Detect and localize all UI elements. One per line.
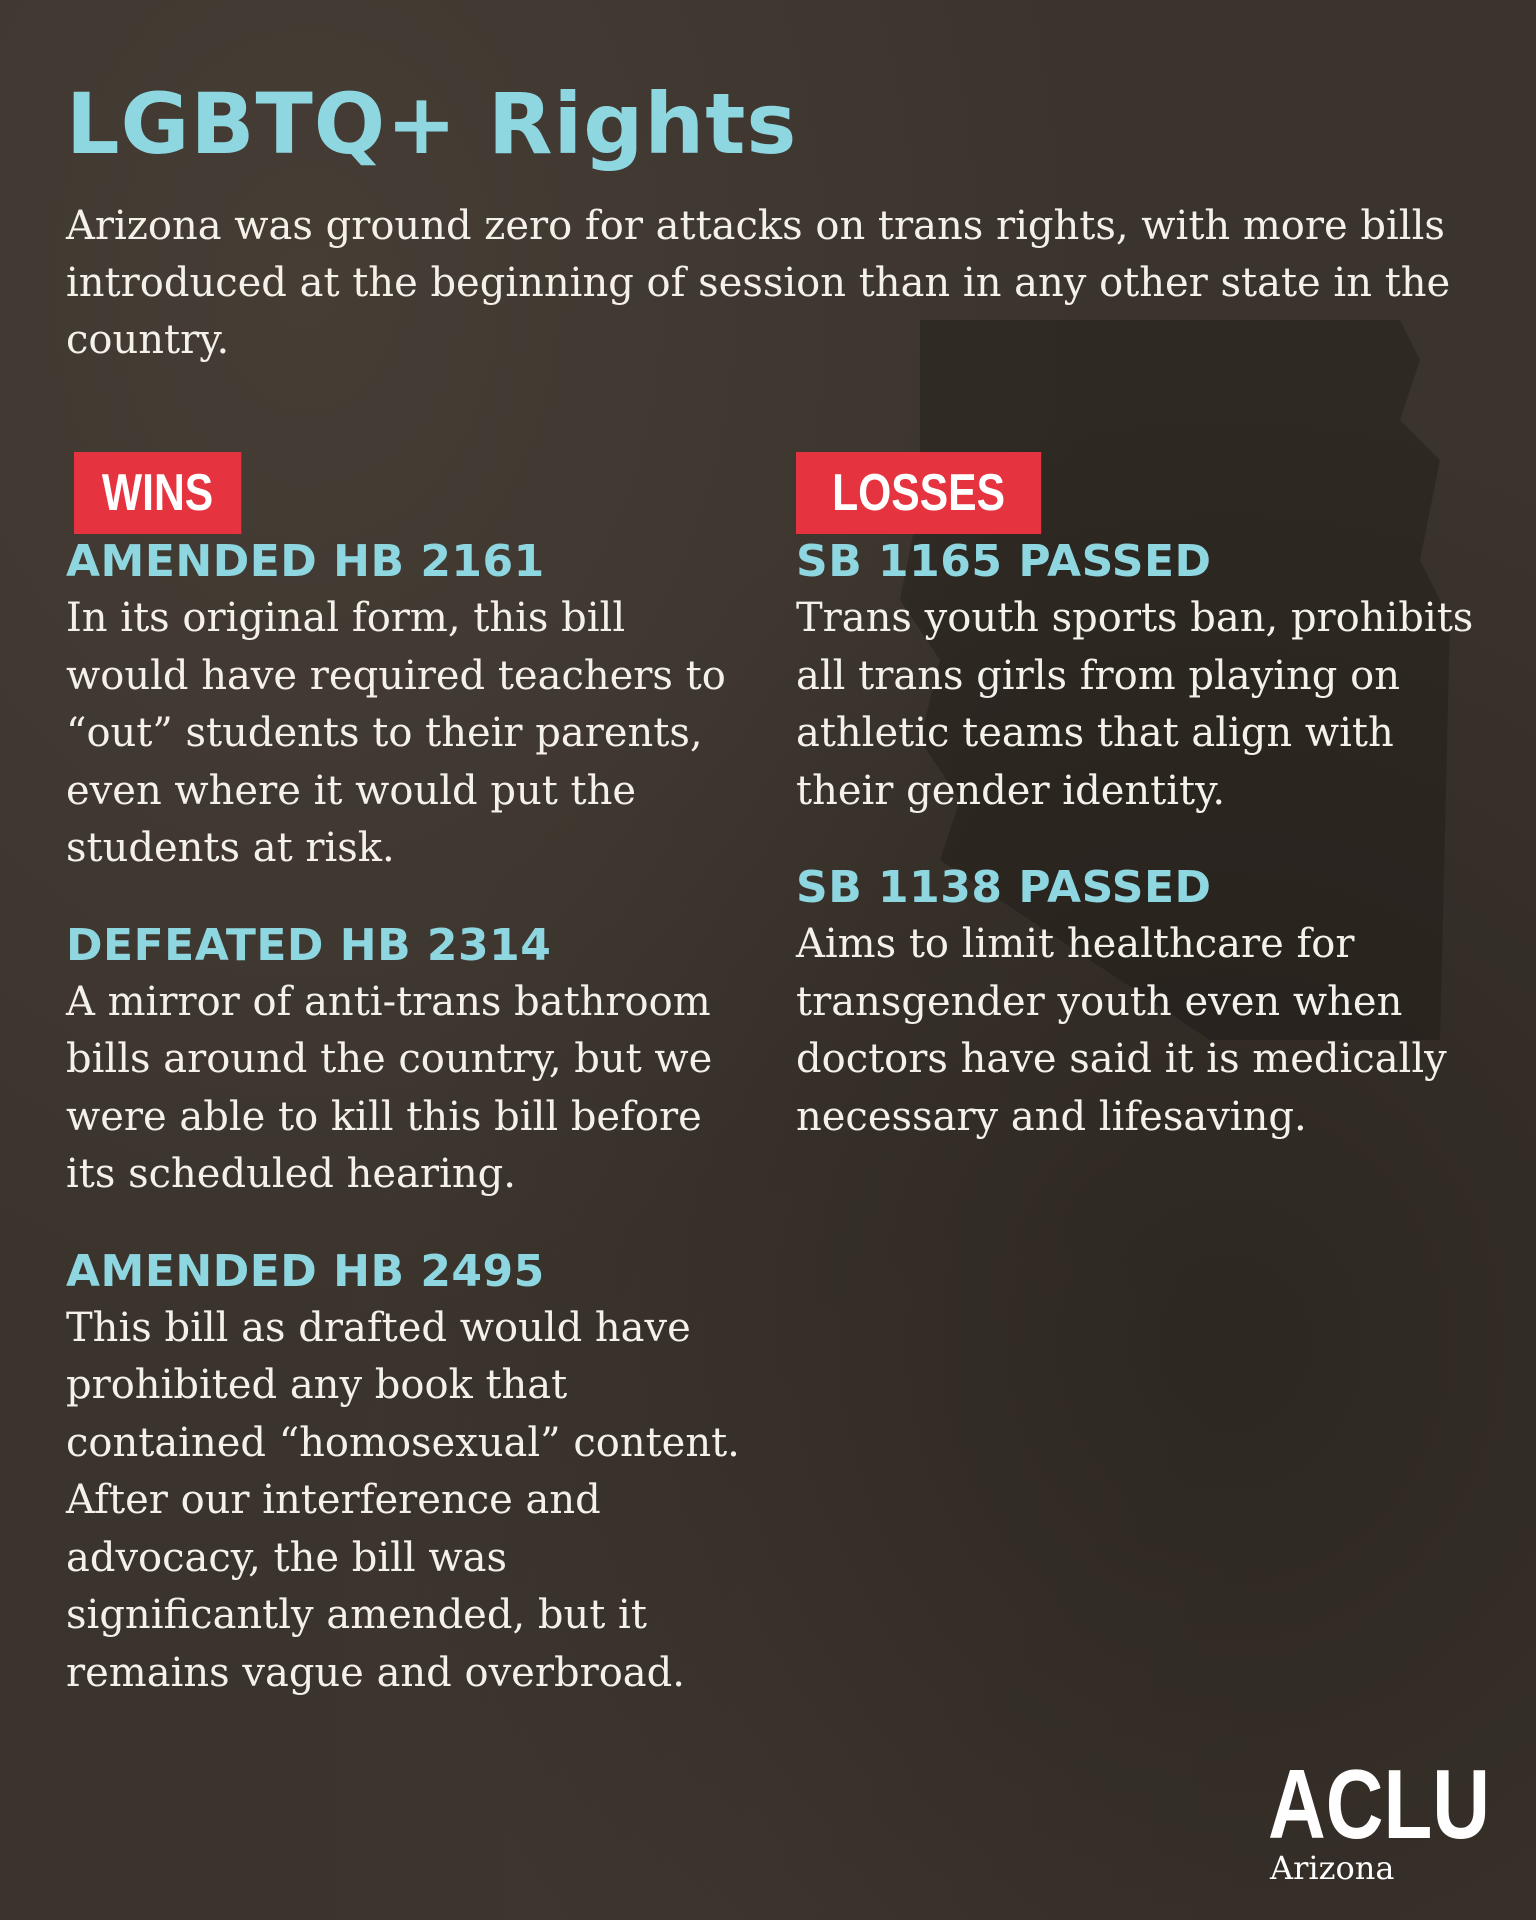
loss-item — [796, 860, 1496, 1146]
wins-tag: WINS — [74, 452, 241, 534]
page-title: LGBTQ+ Rights — [66, 75, 798, 173]
win-item — [66, 534, 756, 878]
aclu-wordmark — [1268, 1749, 1492, 1859]
wins-column — [66, 452, 756, 1702]
loss-item-body: Trans youth sports ban, prohibits all trans girls from playing on athletic teams that align with their gender identity. — [796, 595, 1474, 814]
win-item-body: This bill as drafted would have prohibited any book that contained “homosexual” content. After our interference and advocacy, the bill was significantly amended, but it remains vague and overbroad. — [66, 1304, 740, 1696]
win-item-body: A mirror of anti-trans bathroom bills around the country, but we were able to kill this bill before its scheduled hearing. — [66, 978, 713, 1197]
aclu-logo — [1268, 1749, 1492, 1894]
intro-paragraph: Arizona was ground zero for attacks on trans rights, with more bills introduced at the beginning of session than in any other state in the country. — [66, 203, 1451, 363]
win-item-title: DEFEATED HB 2314 — [66, 919, 552, 971]
losses-tag: LOSSES — [796, 452, 1041, 534]
loss-item-title: SB 1138 PASSED — [796, 862, 1212, 913]
loss-item-body: Aims to limit healthcare for transgender youth even when doctors have said it is medically necessary and lifesaving. — [796, 921, 1447, 1140]
loss-item-title: SB 1165 PASSED — [796, 536, 1212, 587]
losses-column — [796, 452, 1496, 1146]
win-item-body: In its original form, this bill would have required teachers to “out” students to their parents, even where it would put the students at risk. — [66, 595, 726, 871]
win-item — [66, 918, 756, 1204]
win-item — [66, 1244, 756, 1703]
aclu-affiliate-name: Arizona — [1270, 1849, 1395, 1887]
win-item-title: AMENDED HB 2495 — [66, 1245, 545, 1297]
loss-item — [796, 534, 1496, 820]
win-item-title: AMENDED HB 2161 — [66, 536, 545, 587]
aclu-wordmark-text: ACLU — [1268, 1749, 1490, 1859]
